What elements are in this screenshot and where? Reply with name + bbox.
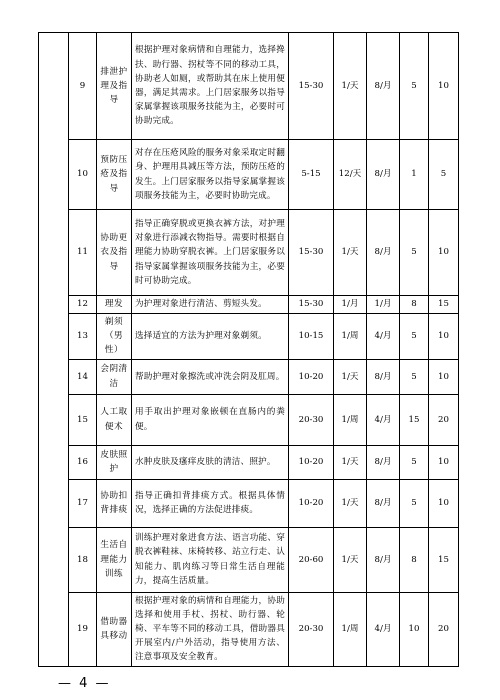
service-description: 指导正确扣背排痰方式。根据具体情况，选择正确的方法促进排痰。 <box>132 479 289 527</box>
table-row <box>39 445 459 479</box>
service-duration: 20-30 <box>289 394 334 445</box>
service-description: 训练护理对象进食方法、语言功能、穿脱衣裤鞋袜、床椅转移、站立行走、认知能力、肌肉练习等日常生活自理能力，提高生活质量。 <box>132 527 289 592</box>
service-monthly: 8/月 <box>367 359 400 394</box>
value-col-2: 5 <box>429 140 459 210</box>
service-monthly: 1/月 <box>367 296 400 314</box>
service-table <box>38 32 459 667</box>
service-name: 会阴清洁 <box>97 359 132 394</box>
service-duration: 15-30 <box>289 296 334 314</box>
service-name: 排泄护理及指导 <box>97 33 132 140</box>
service-duration: 15-30 <box>289 210 334 296</box>
service-duration: 10-20 <box>289 445 334 479</box>
service-description: 为护理对象进行清洁、剪短头发。 <box>132 296 289 314</box>
row-number: 10 <box>69 140 97 210</box>
service-name: 借助器具移动 <box>97 592 132 666</box>
value-col-2: 10 <box>429 314 459 360</box>
service-monthly: 4/月 <box>367 592 400 666</box>
service-description: 水肿皮肤及瘙痒皮肤的清洁、照护。 <box>132 445 289 479</box>
service-frequency: 1/天 <box>334 210 367 296</box>
service-frequency: 1/天 <box>334 527 367 592</box>
service-frequency: 1/天 <box>334 359 367 394</box>
row-number: 14 <box>69 359 97 394</box>
service-frequency: 1/周 <box>334 314 367 360</box>
service-name: 生活自理能力训练 <box>97 527 132 592</box>
service-duration: 20-30 <box>289 592 334 666</box>
service-monthly: 4/月 <box>367 394 400 445</box>
service-description: 指导正确穿脱或更换衣裤方法，对护理对象进行添减衣物指导。需要时根据自理能力协助穿脱衣裤。上门居家服务以指导家属掌握该项服务技能为主，必要时可协助完成。 <box>132 210 289 296</box>
service-description: 选择适宜的方法为护理对象剃须。 <box>132 314 289 360</box>
value-col-2: 10 <box>429 210 459 296</box>
service-duration: 10-20 <box>289 359 334 394</box>
value-col-1: 5 <box>400 479 429 527</box>
value-col-2: 10 <box>429 359 459 394</box>
value-col-2: 10 <box>429 479 459 527</box>
value-col-1: 8 <box>400 296 429 314</box>
value-col-1: 5 <box>400 33 429 140</box>
row-number: 19 <box>69 592 97 666</box>
row-number: 17 <box>69 479 97 527</box>
row-number: 9 <box>69 33 97 140</box>
service-name: 协助扣背排痰 <box>97 479 132 527</box>
service-name: 剃须（男性） <box>97 314 132 360</box>
table-row <box>39 33 459 140</box>
service-frequency: 12/天 <box>334 140 367 210</box>
service-monthly: 8/月 <box>367 33 400 140</box>
table-row <box>39 140 459 210</box>
service-description: 帮助护理对象擦洗或冲洗会阴及肛周。 <box>132 359 289 394</box>
value-col-1: 10 <box>400 592 429 666</box>
service-frequency: 1/月 <box>334 296 367 314</box>
service-description: 根据护理对象病情和自理能力，选择搀扶、助行器、拐杖等不同的移动工具，协助老人如厕，或帮助其在床上使用便器，满足其需求。上门居家服务以指导家属掌握该项服务技能为主，必要时可协助完成。 <box>132 33 289 140</box>
table-row <box>39 314 459 360</box>
service-frequency: 1/天 <box>334 33 367 140</box>
service-monthly: 8/月 <box>367 479 400 527</box>
service-name: 预防压疮及指导 <box>97 140 132 210</box>
service-frequency: 1/天 <box>334 479 367 527</box>
value-col-2: 15 <box>429 296 459 314</box>
service-name: 人工取便术 <box>97 394 132 445</box>
service-monthly: 8/月 <box>367 140 400 210</box>
service-duration: 10-20 <box>289 479 334 527</box>
value-col-1: 5 <box>400 445 429 479</box>
row-number: 12 <box>69 296 97 314</box>
value-col-1: 15 <box>400 394 429 445</box>
value-col-1: 5 <box>400 314 429 360</box>
service-monthly: 4/月 <box>367 314 400 360</box>
row-number: 16 <box>69 445 97 479</box>
service-duration: 15-30 <box>289 33 334 140</box>
table-row <box>39 296 459 314</box>
service-name: 理发 <box>97 296 132 314</box>
value-col-2: 15 <box>429 527 459 592</box>
service-monthly: 8/月 <box>367 210 400 296</box>
service-description: 用手取出护理对象嵌顿在直肠内的粪便。 <box>132 394 289 445</box>
service-duration: 20-60 <box>289 527 334 592</box>
service-duration: 10-15 <box>289 314 334 360</box>
page-number: — 4 — <box>58 676 111 691</box>
table-row <box>39 479 459 527</box>
service-frequency: 1/周 <box>334 592 367 666</box>
value-col-2: 10 <box>429 445 459 479</box>
value-col-2: 20 <box>429 592 459 666</box>
row-number: 18 <box>69 527 97 592</box>
row-number: 13 <box>69 314 97 360</box>
table-row <box>39 359 459 394</box>
value-col-2: 20 <box>429 394 459 445</box>
service-monthly: 8/月 <box>367 527 400 592</box>
service-description: 根据护理对象的病情和自理能力，协助选择和使用手杖、拐杖、助行器、轮椅、平车等不同的移动工具，借助器具开展室内/户外活动，指导使用方法、注意事项及安全教育。 <box>132 592 289 666</box>
service-monthly: 8/月 <box>367 445 400 479</box>
value-col-1: 8 <box>400 527 429 592</box>
service-description: 对存在压疮风险的服务对象采取定时翻身、护理用具减压等方法，预防压疮的发生。上门居家服务以指导家属掌握该项服务技能为主，必要时协助完成。 <box>132 140 289 210</box>
row-number: 11 <box>69 210 97 296</box>
service-frequency: 1/天 <box>334 445 367 479</box>
table-row <box>39 592 459 666</box>
service-frequency: 1/周 <box>334 394 367 445</box>
value-col-1: 5 <box>400 210 429 296</box>
value-col-1: 1 <box>400 140 429 210</box>
table-row <box>39 210 459 296</box>
service-duration: 5-15 <box>289 140 334 210</box>
value-col-1: 5 <box>400 359 429 394</box>
value-col-2: 10 <box>429 33 459 140</box>
table-row <box>39 394 459 445</box>
table-row <box>39 527 459 592</box>
blank-merged-cell <box>39 33 69 667</box>
row-number: 15 <box>69 394 97 445</box>
service-name: 协助更衣及指导 <box>97 210 132 296</box>
service-name: 皮肤照护 <box>97 445 132 479</box>
